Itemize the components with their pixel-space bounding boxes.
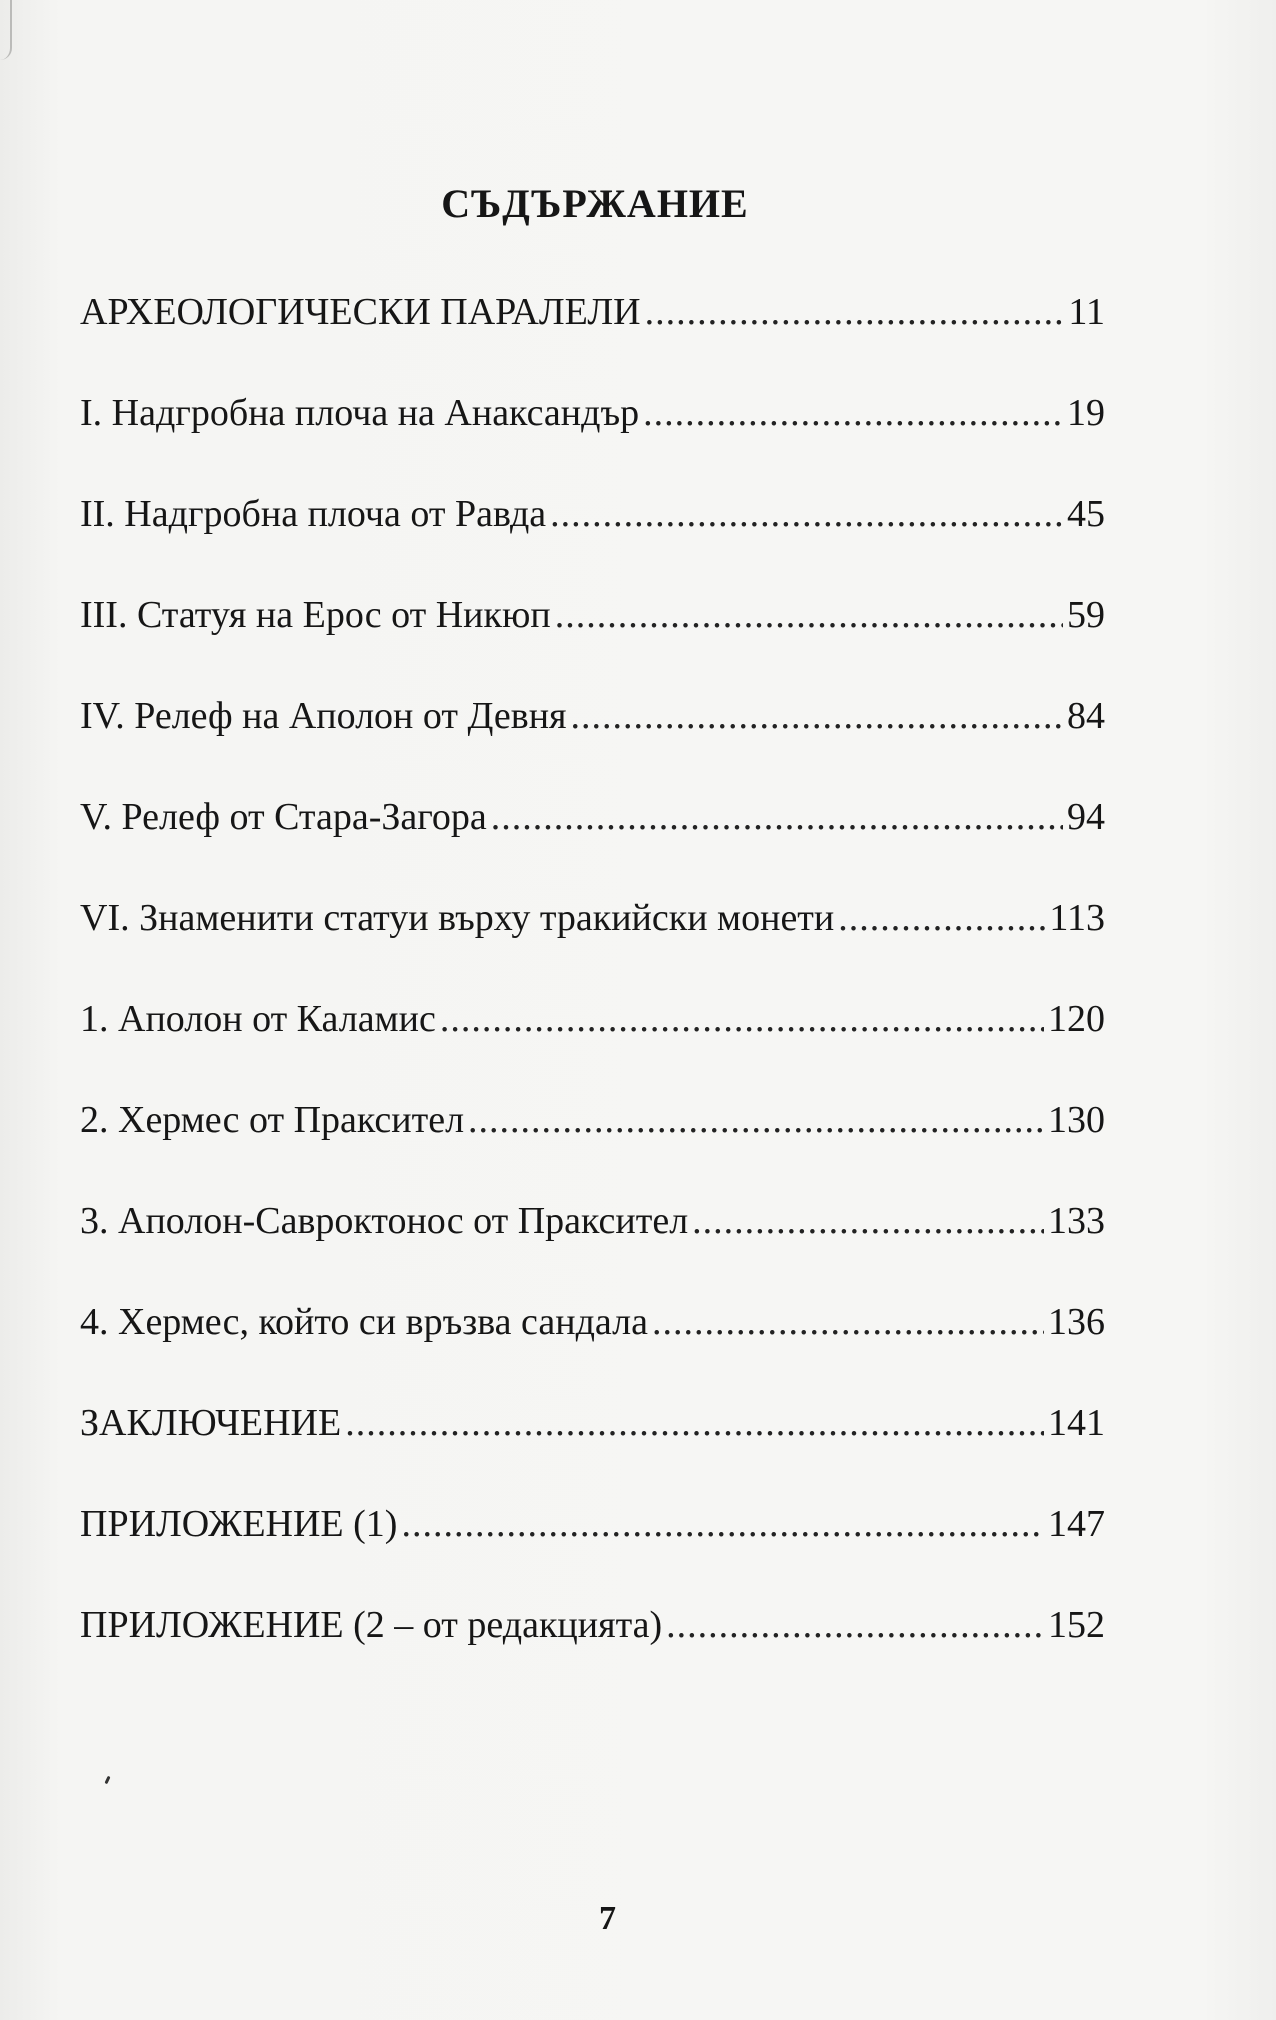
toc-entry-label: 4. Хермес, който си връзва сандала (80, 1301, 648, 1343)
dot-leader (666, 1600, 1044, 1650)
dot-leader (440, 994, 1044, 1044)
toc-entry-page: 152 (1048, 1604, 1105, 1646)
toc-entry (80, 691, 1105, 792)
ink-speck (104, 1776, 110, 1785)
toc-entry-page: 113 (1049, 897, 1105, 939)
toc-entry-page: 147 (1048, 1503, 1105, 1545)
dot-leader (468, 1095, 1044, 1145)
toc-entry-label: II. Надгробна плоча от Равда (80, 493, 547, 535)
dot-leader (692, 1196, 1044, 1246)
toc-entry (80, 489, 1105, 590)
toc-entry-label: 1. Аполон от Каламис (80, 998, 436, 1040)
toc-entry-page: 45 (1067, 493, 1105, 535)
toc-entry-label: I. Надгробна плоча на Анаксандър (80, 392, 640, 434)
toc-entry-label: ПРИЛОЖЕНИЕ (1) (80, 1503, 398, 1545)
dot-leader (838, 893, 1045, 943)
toc-entry-page: 19 (1067, 392, 1105, 434)
toc-entry-label: АРХЕОЛОГИЧЕСКИ ПАРАЛЕЛИ (80, 291, 641, 333)
toc-entry-label: 3. Аполон-Савроктонос от Праксител (80, 1200, 689, 1242)
toc-entry-label: 2. Хермес от Праксител (80, 1099, 465, 1141)
toc-entry-page: 136 (1048, 1301, 1105, 1343)
toc-entry-page: 59 (1067, 594, 1105, 636)
toc-entry-label: ЗАКЛЮЧЕНИЕ (80, 1402, 342, 1444)
toc-title: СЪДЪРЖАНИЕ (441, 181, 749, 226)
toc-entry (80, 1398, 1105, 1499)
toc-entry (80, 893, 1105, 994)
toc-entry (80, 1499, 1105, 1600)
toc-entry-page: 84 (1067, 695, 1105, 737)
toc-entry-page: 120 (1048, 998, 1105, 1040)
toc-entry (80, 1297, 1105, 1398)
toc-entry (80, 1196, 1105, 1297)
dot-leader (571, 691, 1063, 741)
page-edge-mark (0, 0, 12, 60)
toc-entry (80, 1600, 1105, 1701)
dot-leader (555, 590, 1063, 640)
dot-leader (643, 388, 1063, 438)
toc-entry (80, 792, 1105, 893)
dot-leader (401, 1499, 1044, 1549)
toc-entry-label: ПРИЛОЖЕНИЕ (2 – от редакцията) (80, 1604, 663, 1646)
toc-entry (80, 388, 1105, 489)
toc-entry (80, 287, 1105, 388)
toc-entry-page: 130 (1048, 1099, 1105, 1141)
dot-leader (491, 792, 1063, 842)
dot-leader (645, 287, 1065, 337)
toc-entry (80, 590, 1105, 691)
toc-entry (80, 1095, 1105, 1196)
toc-entry-page: 141 (1048, 1402, 1105, 1444)
toc-entry (80, 994, 1105, 1095)
dot-leader (652, 1297, 1044, 1347)
toc-entry-page: 133 (1048, 1200, 1105, 1242)
toc-entry-label: III. Статуя на Ерос от Никюп (80, 594, 551, 636)
page-number: 7 (599, 1900, 616, 1937)
toc-entry-label: VI. Знаменити статуи върху тракийски монети (80, 897, 835, 939)
toc-entry-page: 94 (1067, 796, 1105, 838)
dot-leader (345, 1398, 1044, 1448)
toc-entry-label: V. Релеф от Стара-Загора (80, 796, 487, 838)
toc-entry-page: 11 (1068, 291, 1105, 333)
dot-leader (550, 489, 1063, 539)
toc-entry-label: IV. Релеф на Аполон от Девня (80, 695, 567, 737)
toc-list (80, 287, 1105, 1701)
